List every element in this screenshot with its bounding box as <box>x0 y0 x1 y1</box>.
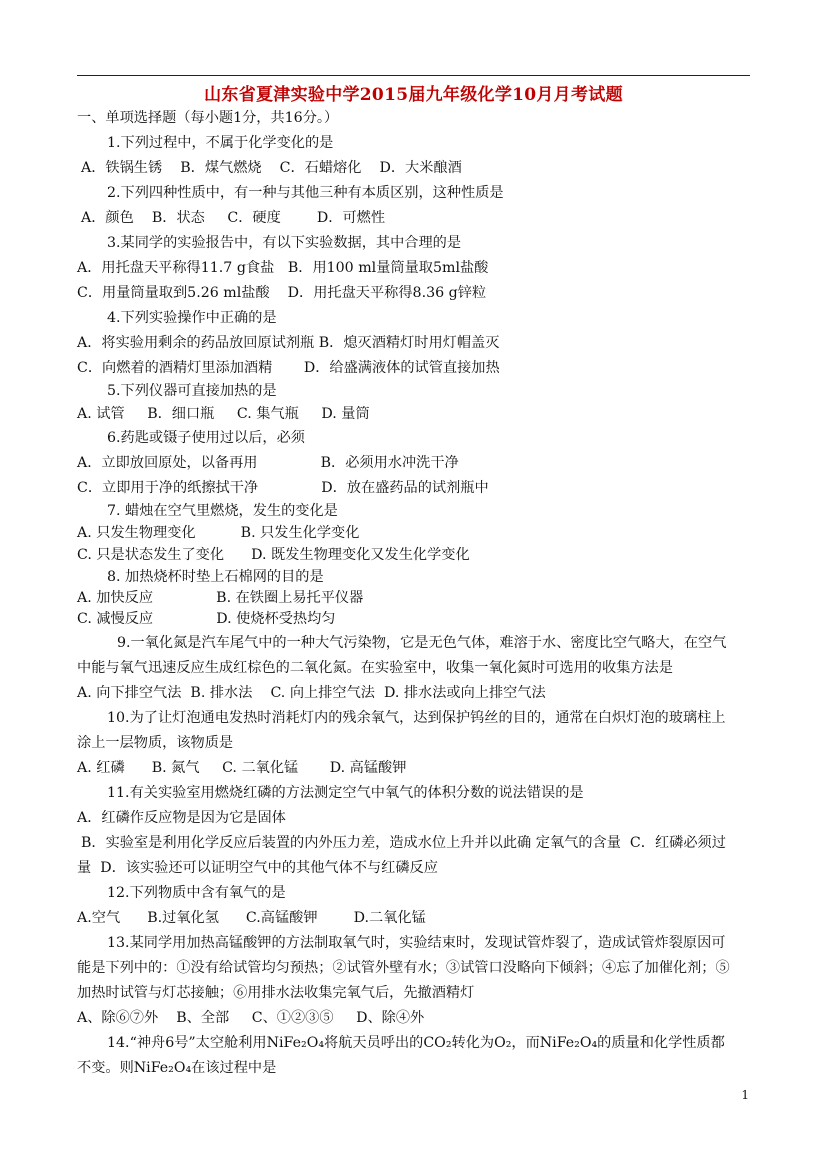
question-12: 12.下列物质中含有氧气的是 <box>107 885 286 901</box>
options-13: A、除⑥⑦外 B、全部 C、①②③⑤ D、除④外 <box>77 1010 425 1026</box>
options-5: A. 试管 B．细口瓶 C. 集气瓶 D. 量筒 <box>77 406 370 422</box>
question-13-line-1: 13.某同学用加热高锰酸钾的方法制取氧气时，实验结束时，发现试管炸裂了，造成试管炸裂原因可 <box>107 935 726 951</box>
options-3-ab: A．用托盘天平称得11.7 g食盐 B．用100 ml量筒量取5ml盐酸 <box>77 260 489 276</box>
options-11-cd: 量 D．该实验还可以证明空气中的其他气体不与红磷反应 <box>77 860 438 876</box>
question-13-line-2: 能是下列中的：①没有给试管均匀预热；②试管外壁有水；③试管口没略向下倾斜；④忘了加催化剂；⑤ <box>77 960 730 976</box>
question-7: 7. 蜡烛在空气里燃烧，发生的变化是 <box>107 503 338 519</box>
section-heading: 一、单项选择题（每小题1分，共16分。） <box>77 110 339 126</box>
option-11-a: A．红磷作反应物是因为它是固体 <box>77 810 286 826</box>
options-1: A．铁锅生锈 B．煤气燃烧 C．石蜡熔化 D．大米酿酒 <box>81 160 462 176</box>
options-4-ab: A．将实验用剩余的药品放回原试剂瓶 B．熄灭酒精灯时用灯帽盖灭 <box>77 335 500 351</box>
options-7-cd: C. 只是状态发生了变化 D. 既发生物理变化又发生化学变化 <box>77 547 470 563</box>
question-2: 2.下列四种性质中，有一种与其他三种有本质区别，这种性质是 <box>107 185 504 201</box>
header-rule <box>77 75 750 76</box>
question-4: 4.下列实验操作中正确的是 <box>107 310 277 326</box>
options-6-cd: C．立即用于净的纸擦拭干净 D．放在盛药品的试剂瓶中 <box>77 480 489 496</box>
page-number: 1 <box>741 1088 749 1102</box>
question-1: 1.下列过程中，不属于化学变化的是 <box>107 135 334 151</box>
question-5: 5.下列仪器可直接加热的是 <box>107 383 277 399</box>
options-6-ab: A．立即放回原处，以备再用 B．必须用水冲洗干净 <box>77 455 459 471</box>
page-title: 山东省夏津实验中学2015届九年级化学10月月考试题 <box>204 85 623 105</box>
question-13-line-3: 加热时试管与灯芯接触；⑥用排水法收集完氧气后，先撤酒精灯 <box>77 985 475 1001</box>
question-14-line-1: 14.“神舟6号”太空舱利用NiFe₂O₄将航天员呼出的CO₂转化为O₂，而NiFe₂O₄的质量和化学性质都 <box>107 1035 725 1051</box>
question-11: 11.有关实验室用燃烧红磷的方法测定空气中氧气的体积分数的说法错误的是 <box>107 785 584 801</box>
question-9-line-2: 中能与氧气迅速反应生成红棕色的二氧化氮。在实验室中，收集一氧化氮时可选用的收集方法是 <box>77 660 673 676</box>
options-4-cd: C．向燃着的酒精灯里添加酒精 D．给盛满液体的试管直接加热 <box>77 360 500 376</box>
options-8-cd: C. 减慢反应 D. 使烧杯受热均匀 <box>77 611 336 627</box>
options-10: A. 红磷 B. 氮气 C. 二氧化锰 D. 高锰酸钾 <box>77 760 407 776</box>
question-14-line-2: 不变。则NiFe₂O₄在该过程中是 <box>77 1060 277 1076</box>
options-7-ab: A. 只发生物理变化 B. 只发生化学变化 <box>77 525 360 541</box>
options-11-bc: B．实验室是利用化学反应后装置的内外压力差，造成水位上升并以此确 定氧气的含量 C．红磷必须过 <box>81 835 726 851</box>
question-3: 3.某同学的实验报告中，有以下实验数据，其中合理的是 <box>107 235 462 251</box>
question-10-line-2: 涂上一层物质，该物质是 <box>77 735 234 751</box>
options-8-ab: A. 加快反应 B. 在铁圈上易托平仪器 <box>77 590 364 606</box>
question-8: 8. 加热烧杯时垫上石棉网的目的是 <box>107 569 324 585</box>
question-9-line-1: 9.一氧化氮是汽车尾气中的一种大气污染物，它是无色气体，难溶于水、密度比空气略大，在空气 <box>117 635 727 651</box>
options-2: A．颜色 B．状态 C．硬度 D．可燃性 <box>81 210 386 226</box>
options-9: A. 向下排空气法 B. 排水法 C. 向上排空气法 D. 排水法或向上排空气法 <box>77 685 546 701</box>
options-3-cd: C．用量筒量取到5.26 ml盐酸 D．用托盘天平称得8.36 g锌粒 <box>77 285 487 301</box>
options-12: A.空气 B.过氧化氢 C.高锰酸钾 D.二氧化锰 <box>77 910 426 926</box>
question-10-line-1: 10.为了让灯泡通电发热时消耗灯内的残余氧气，达到保护钨丝的目的，通常在白炽灯泡的玻璃柱上 <box>107 710 726 726</box>
question-6: 6.药匙或镊子使用过以后，必须 <box>107 430 305 446</box>
